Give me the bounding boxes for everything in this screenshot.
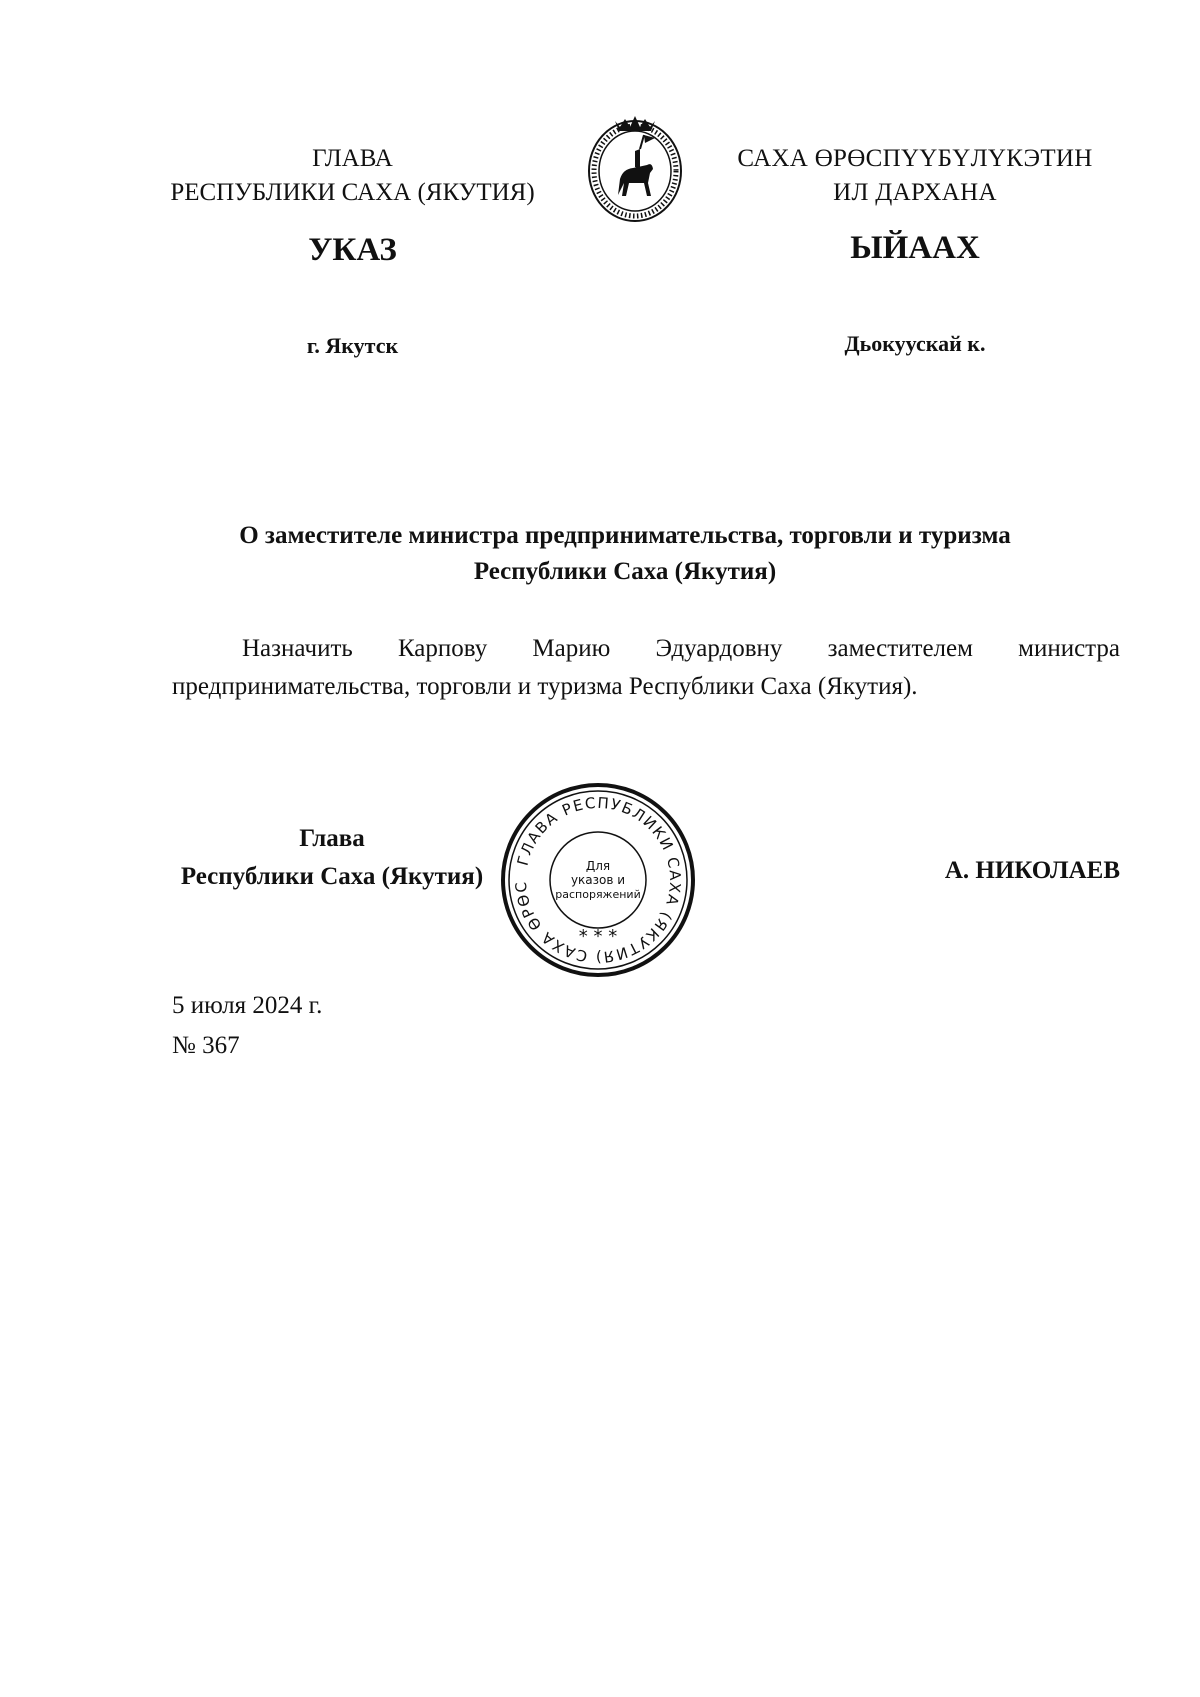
- signatory-name: А. НИКОЛАЕВ: [944, 857, 1120, 884]
- seal-ring-text: ГЛАВА РЕСПУБЛИКИ САХА (ЯКУТИЯ) САХА ӨРӨС: [511, 793, 685, 967]
- header-right: [715, 142, 1115, 210]
- signature-position: [172, 820, 492, 896]
- decree-number: № 367: [172, 1032, 240, 1059]
- seal-center-line3: распоряжений: [555, 888, 641, 901]
- coat-of-arms-emblem: [585, 113, 685, 223]
- decree-body: Назначить Карпову Марию Эдуардовну заместителем министра предпринимательства, торговли и туризма Республики Саха (Якутия).: [172, 635, 1120, 700]
- official-seal: [498, 780, 698, 980]
- header-left-line2: РЕСПУБЛИКИ САХА (ЯКУТИЯ): [170, 179, 535, 206]
- seal-center-line2: указов и: [570, 873, 626, 887]
- decree-title: [140, 518, 1110, 590]
- signature-position-line1: Глава: [299, 825, 365, 852]
- city-sah: Дьокуускай к.: [844, 331, 986, 356]
- decree-title-line2: Республики Саха (Якутия): [473, 558, 777, 585]
- emblem-icon: [585, 113, 685, 223]
- city-ru: г. Якутск: [306, 333, 399, 358]
- seal-stars: * * *: [578, 926, 618, 947]
- decree-date-block: [172, 986, 322, 1066]
- signature-position-line2: Республики Саха (Якутия): [180, 863, 484, 890]
- seal-icon: [498, 780, 698, 980]
- decree-title-line1: О заместителе министра предпринимательства, торговли и туризма: [239, 522, 1011, 549]
- header-left-line1: ГЛАВА: [312, 145, 393, 172]
- decree-date: 5 июля 2024 г.: [172, 992, 323, 1019]
- header-right-line2: ИЛ ДАРХАНА: [833, 179, 997, 206]
- header-left: [140, 142, 565, 210]
- header-right-line1: САХА ӨРӨСПҮҮБҮЛҮКЭТИН: [737, 145, 1093, 172]
- doc-type-ru: УКАЗ: [308, 232, 397, 268]
- seal-center-line1: Для: [585, 859, 611, 873]
- doc-type-sah: ЫЙААХ: [850, 230, 980, 266]
